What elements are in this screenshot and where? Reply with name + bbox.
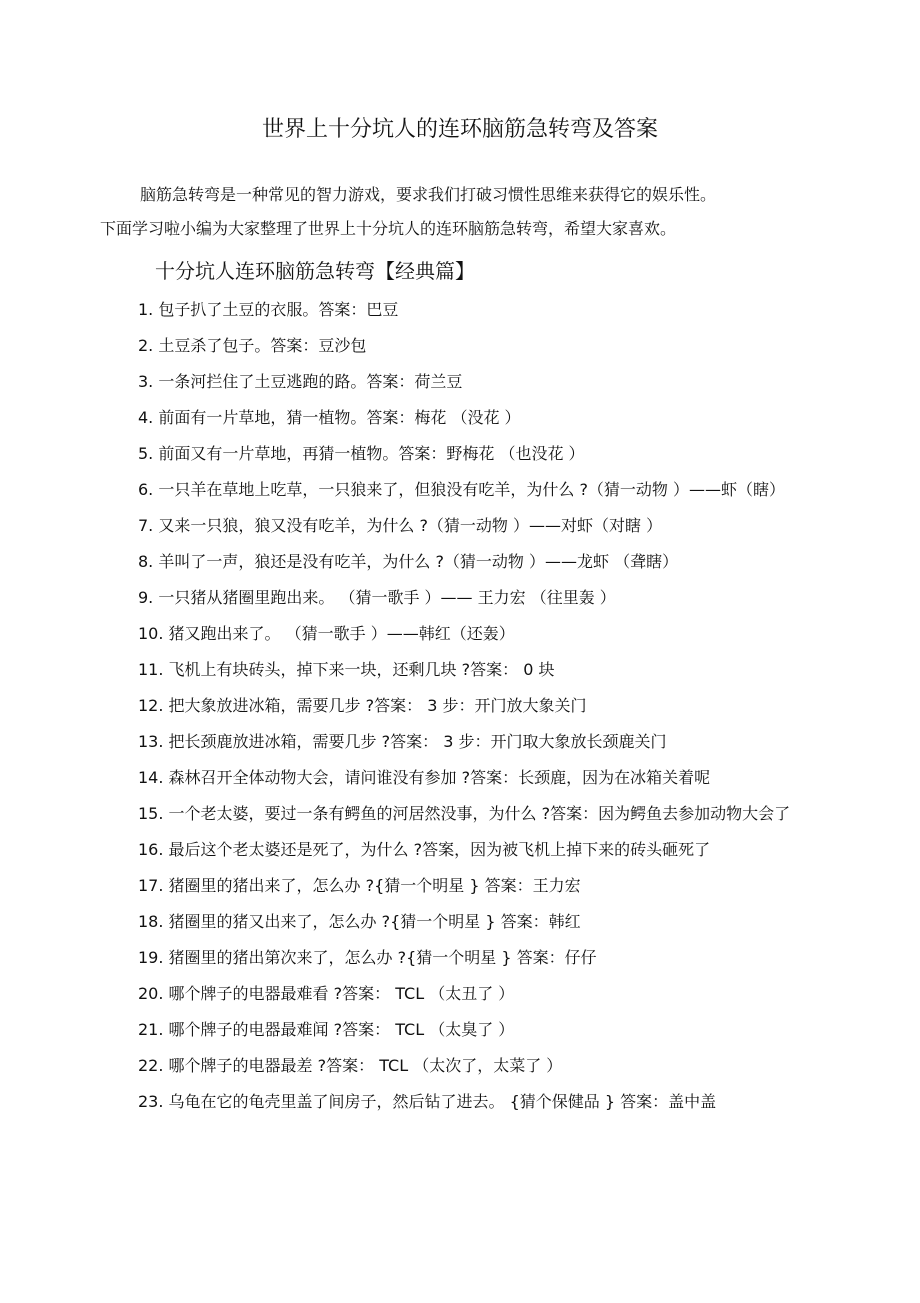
list-item: 8. 羊叫了一声，狼还是没有吃羊，为什么 ?（猜一动物 ）——龙虾 （聋瞎） [138,552,679,571]
list-item: 9. 一只猪从猪圈里跑出来。 （猜一歌手 ）—— 王力宏 （往里轰 ） [138,588,616,607]
list-item: 14. 森林召开全体动物大会，请问谁没有参加 ?答案：长颈鹿，因为在冰箱关着呢 [138,768,711,787]
list-item: 5. 前面又有一片草地，再猜一植物。答案：野梅花 （也没花 ） [138,444,585,463]
list-item: 7. 又来一只狼，狼又没有吃羊，为什么 ?（猜一动物 ）——对虾（对瞎 ） [138,516,663,535]
list-item: 23. 乌龟在它的龟壳里盖了间房子，然后钻了进去。 {猜个保健品 } 答案：盖中盖 [138,1092,717,1111]
list-item: 12. 把大象放进冰箱，需要几步 ?答案： 3 步：开门放大象关门 [138,696,587,715]
list-item: 17. 猪圈里的猪出来了，怎么办 ?{猜一个明星 } 答案：王力宏 [138,876,581,895]
riddle-list [100,292,824,1120]
list-item: 19. 猪圈里的猪出第次来了，怎么办 ?{猜一个明星 } 答案：仔仔 [138,948,597,967]
intro-paragraph [100,178,820,246]
list-item: 3. 一条河拦住了土豆逃跑的路。答案：荷兰豆 [138,372,463,391]
section-heading: 十分坑人连环脑筋急转弯【经典篇】 [155,259,475,283]
list-item: 1. 包子扒了土豆的衣服。答案：巴豆 [138,300,399,319]
list-item: 10. 猪又跑出来了。 （猜一歌手 ）——韩红（还轰） [138,624,515,643]
list-item: 2. 土豆杀了包子。答案：豆沙包 [138,336,367,355]
list-item: 13. 把长颈鹿放进冰箱，需要几步 ?答案： 3 步：开门取大象放长颈鹿关门 [138,732,667,751]
list-item: 21. 哪个牌子的电器最难闻 ?答案： TCL （太臭了 ） [138,1020,515,1039]
page-title: 世界上十分坑人的连环脑筋急转弯及答案 [261,117,658,142]
list-item: 6. 一只羊在草地上吃草，一只狼来了，但狼没有吃羊，为什么 ?（猜一动物 ）——虾（瞎） [138,480,786,499]
list-item: 4. 前面有一片草地，猜一植物。答案：梅花 （没花 ） [138,408,521,427]
list-item: 16. 最后这个老太婆还是死了，为什么 ?答案，因为被飞机上掉下来的砖头砸死了 [138,840,711,859]
list-item: 20. 哪个牌子的电器最难看 ?答案： TCL （太丑了 ） [138,984,515,1003]
list-item: 15. 一个老太婆，要过一条有鳄鱼的河居然没事，为什么 ?答案：因为鳄鱼去参加动物大会了 [138,804,791,823]
list-item: 11. 飞机上有块砖头，掉下来一块，还剩几块 ?答案： 0 块 [138,660,555,679]
intro-line-2: 下面学习啦小编为大家整理了世界上十分坑人的连环脑筋急转弯，希望大家喜欢。 [100,219,677,238]
list-item: 22. 哪个牌子的电器最差 ?答案： TCL （太次了，太菜了 ） [138,1056,563,1075]
list-item: 18. 猪圈里的猪又出来了，怎么办 ?{猜一个明星 } 答案：韩红 [138,912,581,931]
intro-line-1: 脑筋急转弯是一种常见的智力游戏，要求我们打破习惯性思维来获得它的娱乐性。 [140,185,717,204]
